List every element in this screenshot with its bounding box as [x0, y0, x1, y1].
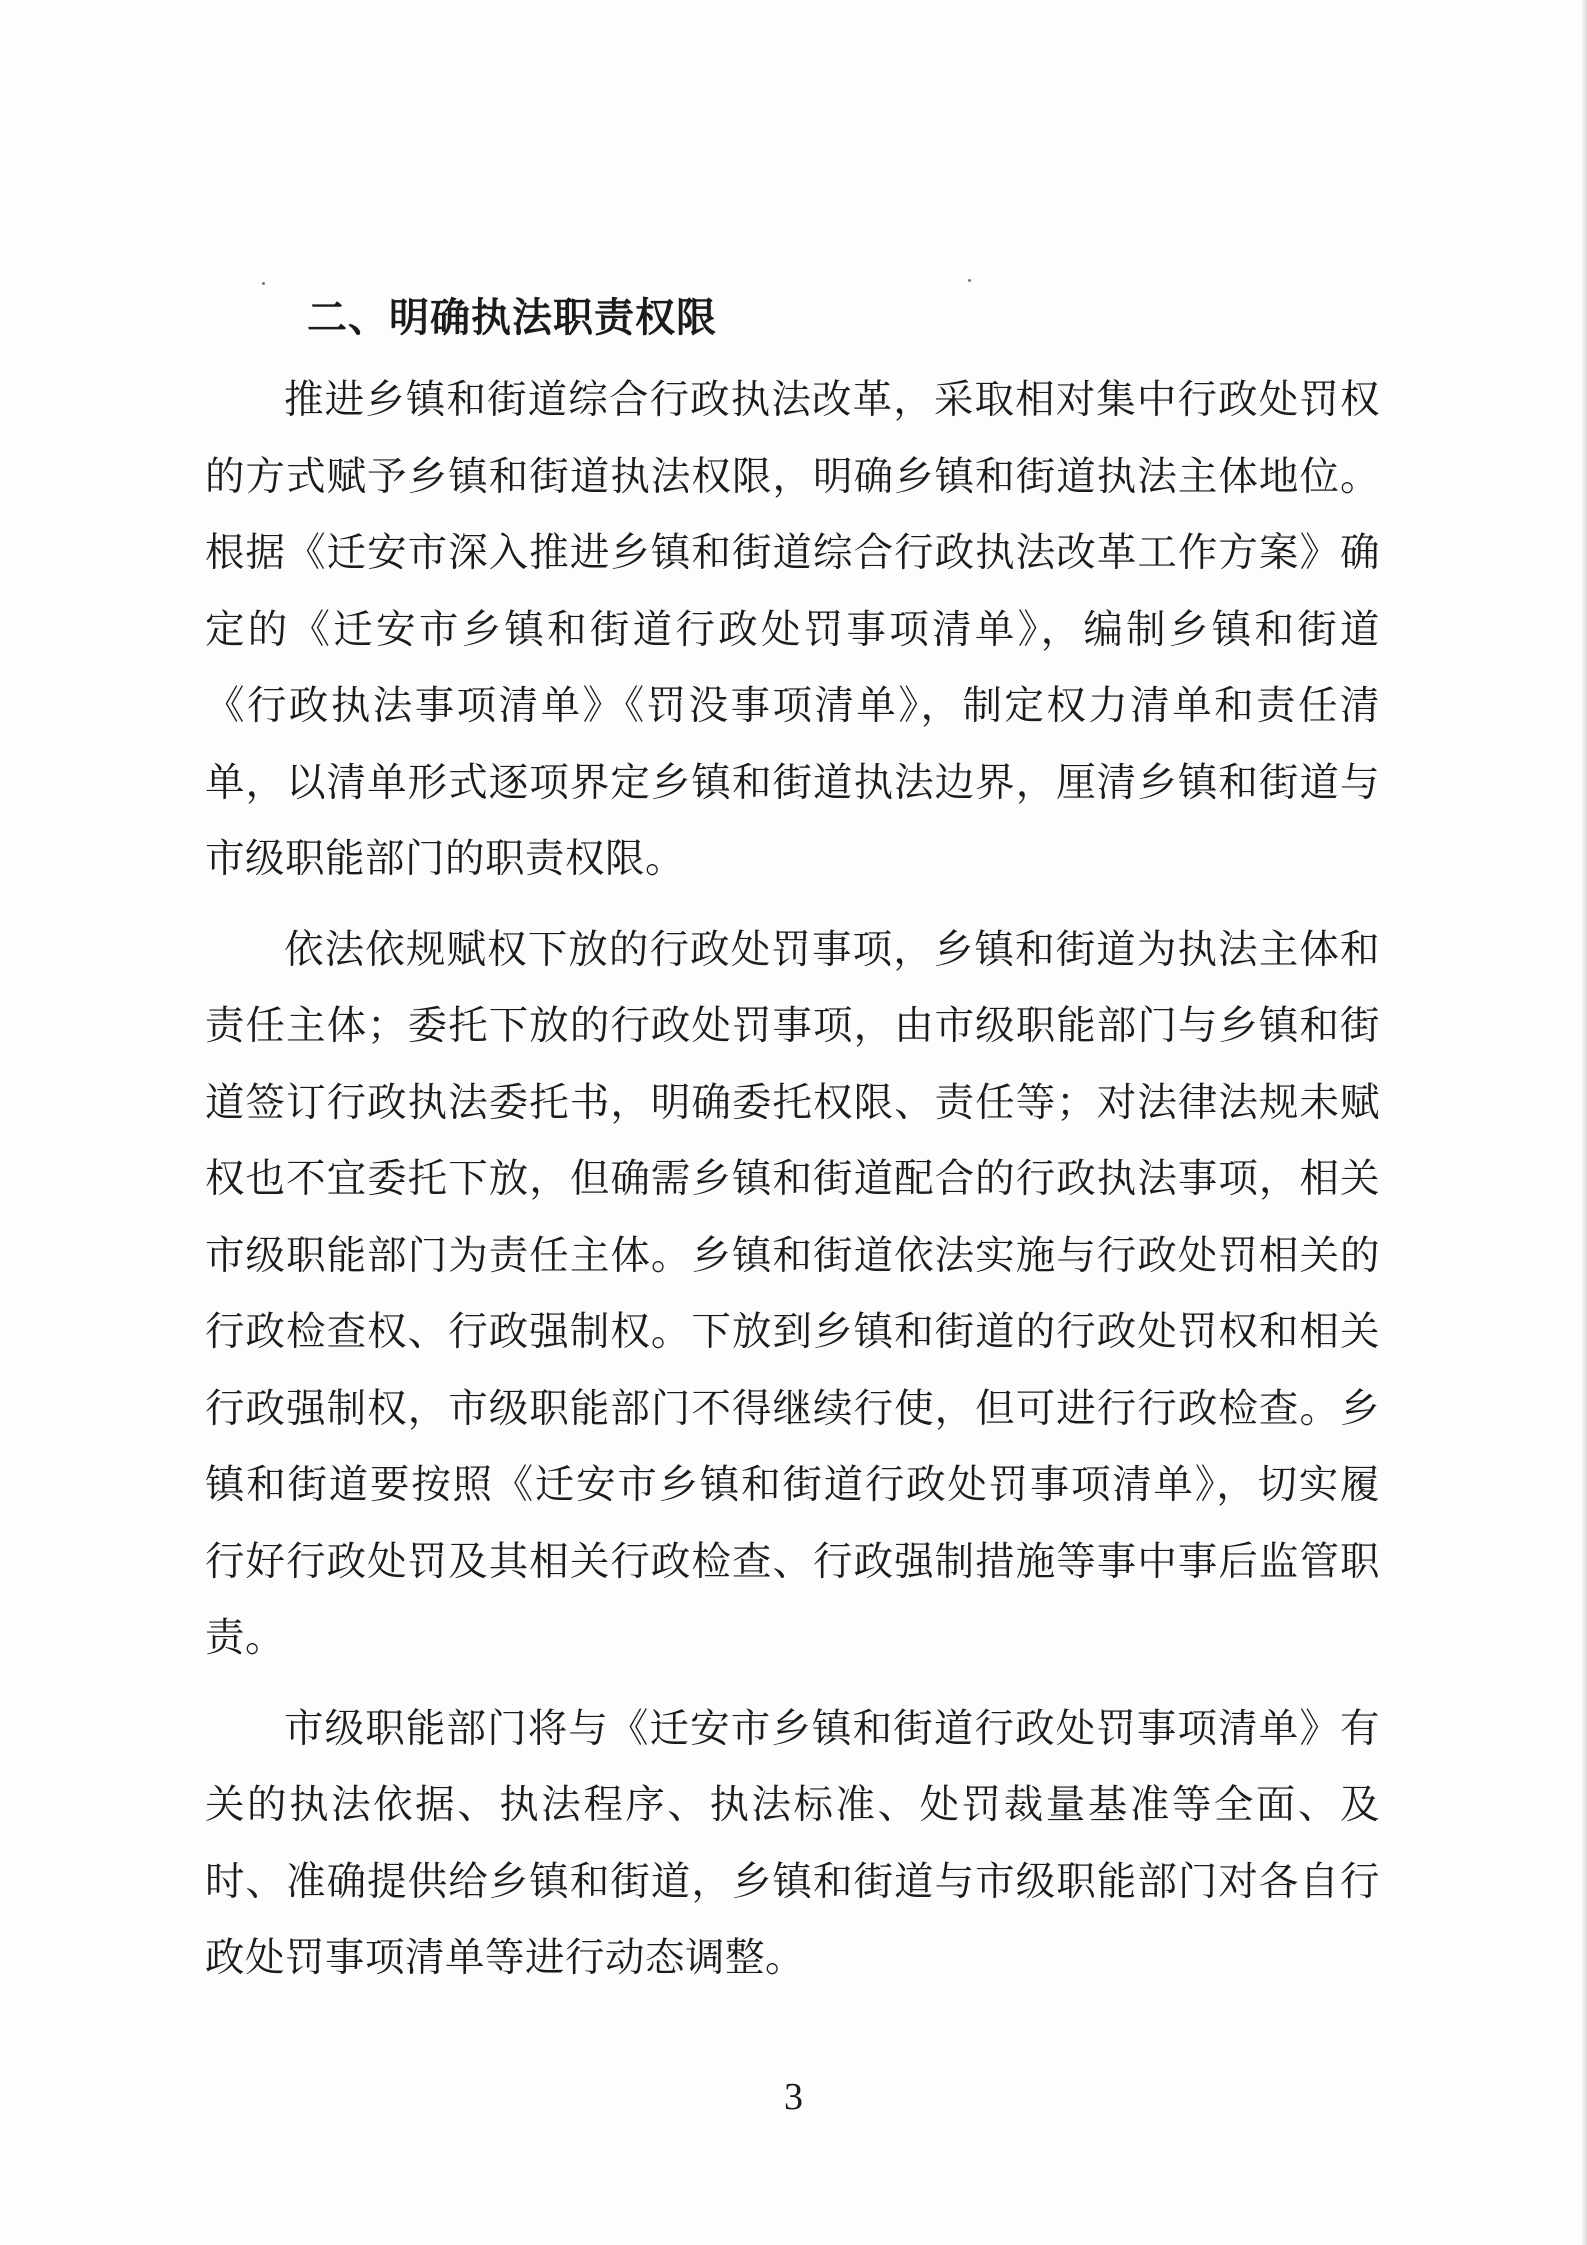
document-body [205, 288, 1380, 1997]
page-number: 3 [784, 2076, 803, 2118]
scan-speck [262, 282, 265, 285]
paragraph-2: 依法依规赋权下放的行政处罚事项，乡镇和街道为执法主体和责任主体；委托下放的行政处罚事项，由市级职能部门与乡镇和街道签订行政执法委托书，明确委托权限、责任等；对法律法规未赋权也不宜委托下放，但确需乡镇和街道配合的行政执法事项，相关市级职能部门为责任主体。乡镇和街道依法实施与行政处罚相关的行政检查权、行政强制权。下放到乡镇和街道的行政处罚权和相关行政强制权，市级职能部门不得继续行使，但可进行行政检查。乡镇和街道要按照《迁安市乡镇和街道行政处罚事项清单》，切实履行好行政处罚及其相关行政检查、行政强制措施等事中事后监管职责。 [205, 926, 1380, 1661]
section-heading: 二、明确执法职责权限 [307, 295, 717, 341]
scan-speck [968, 279, 971, 282]
scan-edge-shadow [1581, 0, 1587, 2245]
paragraph-3: 市级职能部门将与《迁安市乡镇和街道行政处罚事项清单》有关的执法依据、执法程序、执法标准、处罚裁量基准等全面、及时、准确提供给乡镇和街道，乡镇和街道与市级职能部门对各自行政处罚事项清单等进行动态调整。 [205, 1705, 1380, 1981]
paragraph-1: 推进乡镇和街道综合行政执法改革，采取相对集中行政处罚权的方式赋予乡镇和街道执法权限，明确乡镇和街道执法主体地位。根据《迁安市深入推进乡镇和街道综合行政执法改革工作方案》确定的《迁安市乡镇和街道行政处罚事项清单》，编制乡镇和街道《行政执法事项清单》《罚没事项清单》，制定权力清单和责任清单，以清单形式逐项界定乡镇和街道执法边界，厘清乡镇和街道与市级职能部门的职责权限。 [205, 377, 1380, 882]
